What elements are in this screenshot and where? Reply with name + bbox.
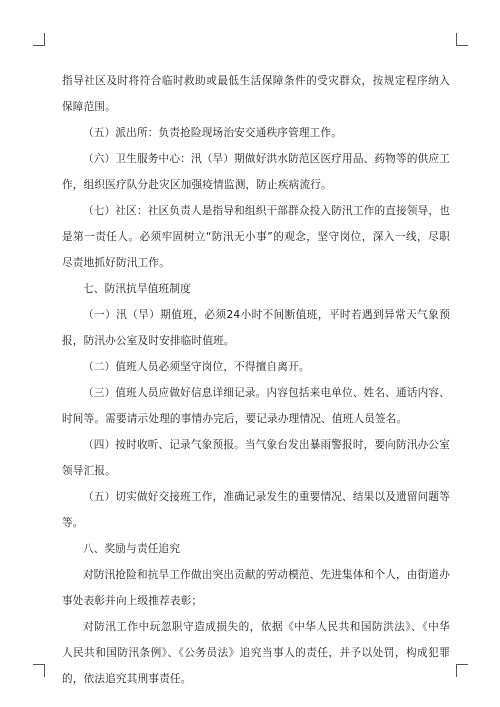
document-body: [62, 68, 450, 692]
paragraph-police-station: （五）派出所：负责抢险现场治安交通秩序管理工作。: [83, 127, 343, 139]
crop-mark-top-right: [456, 33, 468, 46]
paragraph-duty-5: （五）切实做好交接班工作，准确记录发生的重要情况、结果以及遗留问题等等。: [62, 491, 450, 529]
section-heading-rewards: 八、奖励与责任追究: [83, 543, 181, 555]
crop-mark-bottom-right: [456, 664, 468, 677]
paragraph-duty-2: （二）值班人员必须坚守岗位，不得擅自离开。: [83, 361, 310, 373]
paragraph-reward: 对防汛抢险和抗旱工作做出突出贡献的劳动模范、先进集体和个人，由街道办事处表彰并向上级推荐表彰；: [62, 569, 450, 607]
paragraph-continuation: 指导社区及时将符合临时救助或最低生活保障条件的受灾群众，按规定程序纳入保障范围。: [62, 75, 450, 113]
paragraph-duty-4: （四）按时收听、记录气象预报。当气象台发出暴雨警报时，要向防汛办公室领导汇报。: [62, 439, 450, 477]
paragraph-duty-3: （三）值班人员应做好信息详细记录。内容包括来电单位、姓名、通话内容、时间等。需要请示处理的事情办完后，要记录办理情况、值班人员签名。: [62, 387, 450, 425]
section-heading-duty-system: 七、防汛抗旱值班制度: [83, 283, 191, 295]
paragraph-community: （七）社区：社区负责人是指导和组织干部群众投入防汛工作的直接领导，也是第一责任人。必须牢固树立“防汛无小事”的观念，坚守岗位，深入一线，尽职尽责地抓好防汛工作。: [62, 205, 450, 269]
paragraph-health-center: （六）卫生服务中心：汛（旱）期做好洪水防范区医疗用品、药物等的供应工作，组织医疗队分赴灾区加强疫情监测，防止疾病流行。: [62, 153, 450, 191]
paragraph-duty-1: （一）汛（旱）期值班，必须24小时不间断值班，平时若遇到异常天气象预报，防汛办公室及时安排临时值班。: [62, 309, 450, 347]
crop-mark-bottom-left: [33, 664, 45, 677]
paragraph-accountability: 对防汛工作中玩忽职守造成损失的，依据《中华人民共和国防洪法》、《中华人民共和国防汛条例》、《公务员法》追究当事人的责任，并予以处罚，构成犯罪的，依法追究其刑事责任。: [62, 621, 450, 685]
crop-mark-top-left: [33, 33, 45, 46]
